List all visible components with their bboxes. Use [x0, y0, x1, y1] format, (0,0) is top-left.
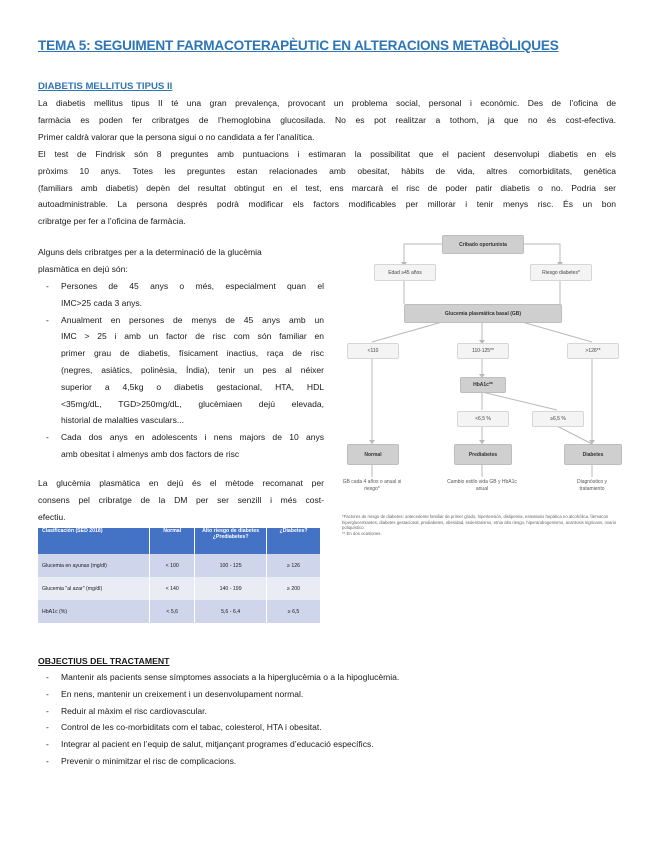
flow-hba-high: ≥6,5 %	[532, 411, 584, 427]
connector	[482, 392, 557, 410]
bullet-dash: -	[46, 688, 49, 699]
text-line: primer grau de diabetis, físicament inactius, raça de risc	[61, 348, 324, 359]
text-line: efectiu.	[38, 511, 66, 522]
text-line: Alguns dels cribratges per a la determinació de la glucèmia	[38, 247, 262, 257]
bullet-dash: -	[46, 432, 49, 443]
table-cell: ≥ 200	[267, 577, 321, 600]
table-cell: 140 - 199	[195, 577, 267, 600]
text-line: <35mg/dL, TGD>250mg/dL, glucèmiaen dejú elevada,	[61, 398, 324, 409]
text-line: La diabetis mellitus tipus II té una gran prevalença, provocant un problema social, personal i econòmic. Des de l’oficina de	[38, 98, 616, 108]
text-line: farmàcia es poden fer cribratges de l’hemoglobina glucosilada. No es pot realitzar a tothom, ja que no és cost-efectiva.	[38, 114, 616, 125]
flow-basal-box: Glucemia plasmática basal (GB)	[404, 304, 562, 323]
screening-intro	[38, 244, 324, 278]
list-item	[38, 669, 628, 686]
table-cell: Glucemia en ayunas (mg/dl)	[38, 554, 150, 577]
bullet-dash: -	[46, 672, 49, 682]
text-line: En nens, mantenir un creixement i un desenvolupament normal.	[61, 688, 304, 699]
text-line: Persones de 45 anys o més, especialment quan el	[61, 281, 324, 291]
text-line: plasmàtica en dejú són:	[38, 263, 128, 274]
table-cell: < 100	[150, 554, 195, 577]
text-line: Anualment en persones de menys de 45 anys amb un	[61, 314, 324, 325]
bullet-dash: -	[46, 314, 49, 325]
table-row	[38, 600, 321, 623]
flow-normal-box: Normal	[347, 444, 399, 465]
flow-gb-mid: 110-125**	[457, 343, 509, 359]
intro-paragraph	[38, 95, 616, 145]
text-line: Primer caldrà valorar que la persona sigui o no candidata a fer l’analítica.	[38, 131, 315, 142]
text-line: La glucèmia plasmàtica en dejú és el mètode recomanat per	[38, 478, 324, 488]
table-header-row	[38, 528, 321, 554]
bullet-dash: -	[46, 739, 49, 750]
flow-hba1c-box: HbA1c**	[460, 377, 506, 393]
text-line: autoadministrable. La persona després podrà modificar els factors modificables per millorar i tenir menys risc. És un bon	[38, 199, 616, 210]
list-item	[38, 312, 324, 430]
flow-hba-low: <6,5 %	[457, 411, 509, 427]
table-row	[38, 554, 321, 577]
bullet-dash: -	[46, 705, 49, 716]
text-line: (negres, asiàtics, polinèsia, Índia), tenir un pes al néixer	[61, 364, 324, 375]
flow-diabetes-box: Diabetes	[564, 444, 622, 465]
footnote-occasions: ** En dos ocasiones.	[342, 530, 382, 536]
text-line: consens pel cribratge de la DM per ser senzill i més cost-	[38, 494, 324, 505]
text-line: IMC>25 cada 3 anys.	[61, 297, 143, 308]
list-item	[38, 429, 324, 463]
table-cell: ≥ 126	[267, 554, 321, 577]
text-line: Cada dos anys en adolescents i nens majors de 10 anys	[61, 432, 324, 443]
connector	[522, 322, 592, 342]
text-line: Reduir al màxim el risc cardiovascular.	[61, 705, 207, 716]
bullet-dash: -	[46, 722, 49, 733]
flow-top-box: Cribado oportunista	[442, 235, 524, 254]
text-line: El test de Findrisk són 8 preguntes amb puntuacions i estimaran la possibilitat que el pacient desenvolupi diabetis en els	[38, 149, 616, 159]
text-line: Integrar al pacient en l’equip de salut, mitjançant programes d’educació específics.	[61, 739, 374, 750]
flow-gb-high: >126**	[567, 343, 619, 359]
flow-prediabetes-box: Prediabetes	[454, 444, 512, 465]
table-header: ¿Diabetes?	[267, 528, 321, 554]
text-line: (familiars amb diabetis) depèn del resultat obtingut en el test, ens marcarà el risc de poder patir diabetis o no. Podria ser	[38, 182, 616, 193]
findrisk-paragraph	[38, 146, 616, 230]
text-line: superior a 4,5kg o diabetis gestacional, HTA, HDL	[61, 381, 324, 392]
table-cell: Glucemia "al azar" (mg/dl)	[38, 577, 150, 600]
text-line: Control de les co-morbiditats com el tabac, colesterol, HTA i obesitat.	[61, 722, 322, 733]
flowchart-footnote	[342, 514, 632, 536]
table-cell: HbA1c (%)	[38, 600, 150, 623]
table-header: Clasificación (SED 2018)	[38, 528, 150, 554]
flow-diabetes-action: Diagnóstico y tratamiento	[576, 479, 607, 492]
list-item	[38, 753, 628, 770]
screening-list	[38, 278, 324, 463]
list-item	[38, 736, 628, 753]
text-line: Prevenir o minimitzar el risc de complicacions.	[61, 755, 237, 766]
bullet-dash: -	[46, 755, 49, 766]
flow-gb-low: <110	[347, 343, 399, 359]
connector	[557, 426, 592, 444]
section-heading-objectius: OBJECTIUS DEL TRACTAMENT	[38, 656, 170, 666]
list-item	[38, 703, 628, 720]
footnote-risk-factors: *Factores de riesgo de diabetes: antecedente familiar de primer grado, hipertensión, dislipemia, esteatosis hepática no alcohólica, fármacos hiperglucemiantes, diabetes gestacional, prediabetes, obesidad, sedentarismo, etnia alto riesgo, hiperandrogenismo, acantosis nigricans, ovario poliquístico.	[342, 514, 617, 531]
connector	[372, 322, 442, 342]
section-heading-diabetis: DIABETIS MELLITUS TIPUS II	[38, 81, 173, 92]
list-item	[38, 278, 324, 312]
flow-age-box: Edad ≥45 años	[374, 264, 436, 281]
text-line: cribratge per fer a l’oficina de farmàcia.	[38, 216, 186, 227]
bullet-dash: -	[46, 281, 49, 291]
table-cell: < 5,6	[150, 600, 195, 623]
table-cell: 100 - 125	[195, 554, 267, 577]
table-header: Alto riesgo de diabetes ¿Prediabetes?	[195, 528, 267, 554]
list-item	[38, 686, 628, 703]
glucemia-paragraph	[38, 475, 324, 525]
flow-prediabetes-action: Cambio estilo vida GB y HbA1c anual	[447, 479, 517, 492]
text-line: IMC > 25 i amb un factor de risc com són familiar en	[61, 331, 324, 342]
text-line: amb obesitat i almenys amb dos factors de risc	[61, 448, 240, 459]
objectives-list	[38, 669, 628, 770]
flow-normal-action: GB cada 4 años o anual si riesgo*	[342, 479, 402, 492]
connector	[404, 244, 442, 264]
connector	[522, 244, 560, 264]
table-cell: < 140	[150, 577, 195, 600]
table-header: Normal	[150, 528, 195, 554]
screening-flowchart	[342, 232, 632, 542]
table-row	[38, 577, 321, 600]
list-item	[38, 719, 628, 736]
text-line: historial de malalties vasculars...	[61, 415, 185, 426]
classification-table	[38, 528, 321, 623]
text-line: Mantenir als pacients sense símptomes associats a la hiperglucèmia o a la hipoglucèmia.	[61, 672, 400, 682]
page-title: TEMA 5: SEGUIMENT FARMACOTERAPÈUTIC EN ALTERACIONS METABÒLIQUES	[38, 38, 559, 53]
table-cell: ≥ 6,5	[267, 600, 321, 623]
table-cell: 5,6 - 6,4	[195, 600, 267, 623]
text-line: pròxims 10 anys. Totes les preguntes estan relacionades amb obesitat, hàbits de vida, altres comorbiditats, genètica	[38, 165, 616, 176]
flow-risk-box: Riesgo diabetes*	[530, 264, 592, 281]
